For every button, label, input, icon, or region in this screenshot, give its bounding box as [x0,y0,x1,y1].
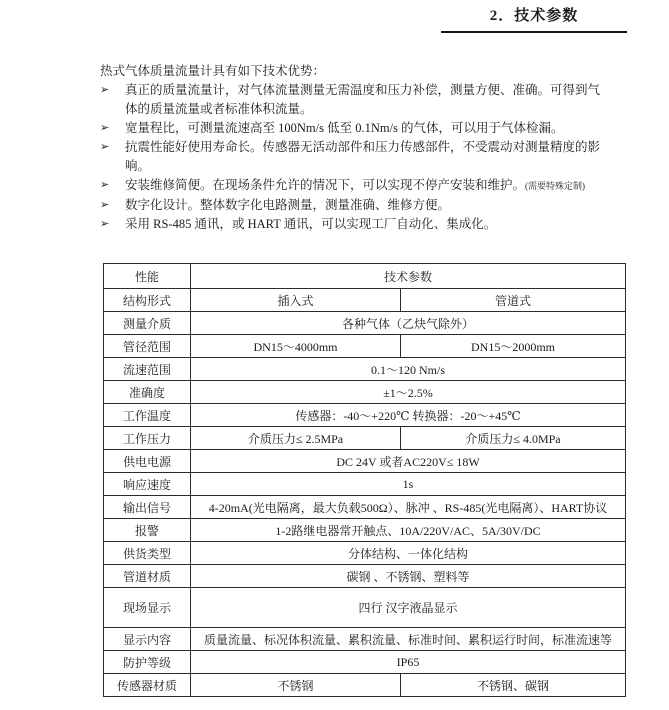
row-label: 显示内容 [104,628,191,651]
row-label: 供货类型 [104,542,191,565]
section-title [441,4,627,33]
table-row [104,542,626,565]
table-row [104,496,626,519]
row-cell: 四行 汉字液晶显示 [191,588,626,628]
row-cell: ±1～2.5% [191,381,626,404]
row-cell: 各种气体（乙炔气除外） [191,312,626,335]
table-row [104,473,626,496]
row-cell: DN15～2000mm [401,335,626,358]
row-cell: 插入式 [191,289,401,312]
bullet-arrow-icon: ➢ [100,141,110,153]
intro-paragraph: 热式气体质量流量计具有如下技术优势： [100,64,326,78]
row-label: 测量介质 [104,312,191,335]
table-row [104,427,626,450]
table-header-row [104,264,626,289]
row-label: 传感器材质 [104,674,191,697]
spec-table [103,263,626,697]
row-cell: 碳钢 、不锈钢、塑料等 [191,565,626,588]
row-cell: 0.1～120 Nm/s [191,358,626,381]
row-label: 结构形式 [104,289,191,312]
bullet-arrow-icon: ➢ [100,122,110,134]
row-label: 准确度 [104,381,191,404]
bullet-text: 宽量程比，可测量流速高至 100Nm/s 低至 0.1Nm/s 的气体，可以用于气体检漏。 [125,121,564,135]
table-row [104,628,626,651]
row-cell: 4-20mA(光电隔离，最大负载500Ω）、脉冲 、RS-485(光电隔离）、HART协议 [191,496,626,519]
row-cell: 不锈钢、碳钢 [401,674,626,697]
bullet-arrow-icon: ➢ [100,218,110,230]
bullet-item [100,119,630,138]
row-label: 工作压力 [104,427,191,450]
row-cell: 1-2路继电器常开触点、10A/220V/AC、5A/30V/DC [191,519,626,542]
header-value-cell: 技术参数 [191,264,626,289]
bullet-text: 采用 RS-485 通讯，或 HART 通讯，可以实现工厂自动化、集成化。 [125,217,497,231]
bullet-arrow-icon: ➢ [100,84,110,96]
bullet-item [100,215,630,234]
bullet-item [100,138,630,176]
table-row [104,674,626,697]
row-label: 工作温度 [104,404,191,427]
table-row [104,519,626,542]
row-label: 管道材质 [104,565,191,588]
row-label: 现场显示 [104,588,191,628]
bullet-text [125,176,601,196]
bullet-arrow-icon: ➢ [100,199,110,211]
row-label: 供电电源 [104,450,191,473]
row-cell: 介质压力≤ 4.0MPa [401,427,626,450]
table-row [104,651,626,674]
bullet-item [100,196,630,215]
row-cell: 管道式 [401,289,626,312]
row-cell: 传感器：-40～+220℃ 转换器：-20～+45℃ [191,404,626,427]
row-cell: 不锈钢 [191,674,401,697]
bullet-note: (需要特殊定制) [525,181,586,191]
bullet-text-main: 安装维修简便。在现场条件允许的情况下，可以实现不停产安装和维护。 [125,178,526,192]
table-row [104,381,626,404]
row-cell: DN15～4000mm [191,335,401,358]
row-label: 管径范围 [104,335,191,358]
bullet-arrow-icon: ➢ [100,179,110,191]
table-row [104,358,626,381]
document-body [100,62,630,697]
row-label: 防护等级 [104,651,191,674]
row-label: 响应速度 [104,473,191,496]
table-row [104,335,626,358]
table-row [104,565,626,588]
bullet-item [100,81,630,119]
table-row [104,289,626,312]
table-row [104,450,626,473]
bullet-text: 数字化设计。整体数字化电路测量，测量准确、维修方便。 [125,198,451,212]
row-label: 流速范围 [104,358,191,381]
row-cell: DC 24V 或者AC220V≤ 18W [191,450,626,473]
bullet-text: 真正的质量流量计，对气体流量测量无需温度和压力补偿，测量方便、准确。可得到气体的质量流量或者标准体积流量。 [125,83,601,116]
advantage-bullet-list [100,81,630,234]
row-cell: 1s [191,473,626,496]
section-title-text: 2．技术参数 [489,8,579,24]
row-cell: 介质压力≤ 2.5MPa [191,427,401,450]
row-cell: IP65 [191,651,626,674]
table-row [104,312,626,335]
bullet-text: 抗震性能好使用寿命长。传感器无活动部件和压力传感部件，不受震动对测量精度的影响。 [125,140,601,173]
row-label: 报警 [104,519,191,542]
header-label-cell: 性能 [104,264,191,289]
row-label: 输出信号 [104,496,191,519]
table-row [104,588,626,628]
row-cell: 分体结构、一体化结构 [191,542,626,565]
table-row [104,404,626,427]
bullet-item [100,176,630,196]
row-cell: 质量流量、标况体积流量、累积流量、标准时间、累积运行时间，标准流速等 [191,628,626,651]
